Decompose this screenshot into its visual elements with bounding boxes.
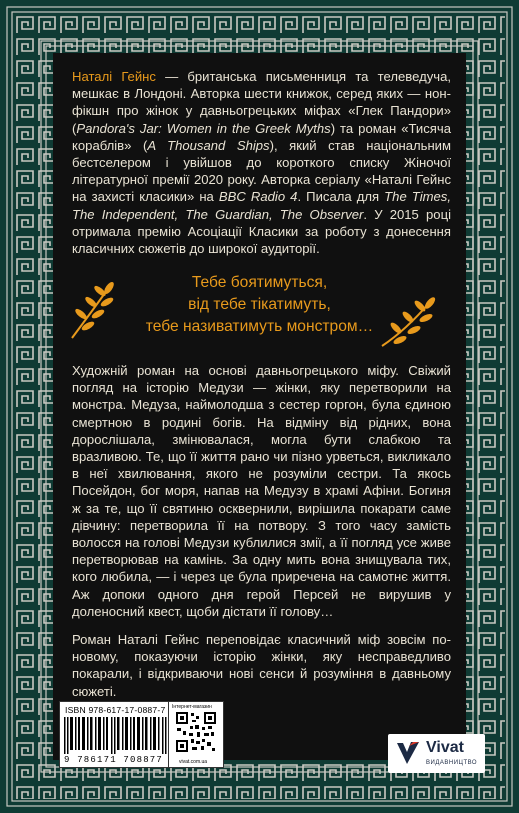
closing-paragraph: Роман Наталі Гейнс переповідає класичний міф зовсім по-новому, показуючи історію жінки, яку несправедливо покарали, і відкриваючи нові сенси й розуміння в давньому сюжеті. xyxy=(72,632,451,699)
vivat-logo-icon xyxy=(395,740,421,767)
quote-line-1: Тебе боятимуться, xyxy=(191,274,328,291)
qr-code-box xyxy=(168,701,224,768)
isbn-label: ISBN 978-617-17-0887-7 xyxy=(65,705,166,715)
isbn-digits: 9 786171 708877 xyxy=(64,755,164,765)
qr-code-icon xyxy=(176,712,216,752)
quote-line-2: від тебе тікатимуть, xyxy=(188,296,331,313)
outlet-names: The Times, The Independent, The Guardian, The Observer xyxy=(72,189,451,222)
author-name: Наталі Гейнс xyxy=(72,69,156,84)
qr-label-bottom: vivat.com.ua xyxy=(179,759,208,765)
publisher-subtitle: ВИДАВНИЦТВО xyxy=(426,760,478,766)
publisher-name: Vivat xyxy=(426,739,464,756)
publisher-logo xyxy=(388,734,485,773)
radio-name: BBC Radio 4 xyxy=(218,189,298,205)
barcode-icon xyxy=(64,717,168,754)
book-title-pandoras-jar: Pandora's Jar: Women in the Greek Myths xyxy=(76,120,331,136)
qr-label-top: Інтернет-магазин xyxy=(172,704,212,710)
novel-description: Художній роман на основі давньогрецького міфу. Свіжий погляд на історію Медузи — жінки, яку перетворили на монстра. Медуза, наймолодша з сестер горгон, була єдиною смертною в родині богів. На відміну від рідних, вона дорослішала, змінювалася, могла бути слабкою та вразливою. Те, що її життя рано чи пізно урветься, викликало в неї хвилювання, якого не розуміли сестри. Та якось Посейдон, бог моря, напав на Медузу в храмі Афіни. Богиня ж за те, що її святиню осквернили, вирішила покарати саме дівчину: перетворила її на потвору. З того часу замість волосся на голові Медузи кублилися змії, а її погляд усе живе перетворював на камінь. За одну мить вона знищувала тих, кого любила, — і через це була приречена на самотнє життя. Аж допоки одного дня герой Персей не вирушив у доленосний квест, щоби дістати її голову… xyxy=(72,363,451,619)
book-title-thousand-ships: A Thousand Ships xyxy=(147,137,270,153)
author-bio: Наталі Гейнс — британська письменниця та телеведуча, мешкає в Лондоні. Авторка шести книжок, серед яких — нон-фікшн про жінок у давньогрецьких міфах «Глек Пандори» (Pandora's Jar: Women in the Greek Myths) та роман «Тисяча кораблів» (A Thousand Ships), який став національним бестселером і увійшов до короткого списку Жіночої літературної премії 2020 року. Авторка серіалу «Наталі Гейнс на захисті класики» на BBC Radio 4. Писала для The Times, The Independent, The Guardian, The Observer. У 2015 році отримала премію Асоціації Класики за роботу з донесення класичних сюжетів до широкої аудиторії. xyxy=(72,69,451,257)
quote-line-3: тебе називатимуть монстром… xyxy=(145,318,374,335)
tagline-quote xyxy=(110,272,409,338)
